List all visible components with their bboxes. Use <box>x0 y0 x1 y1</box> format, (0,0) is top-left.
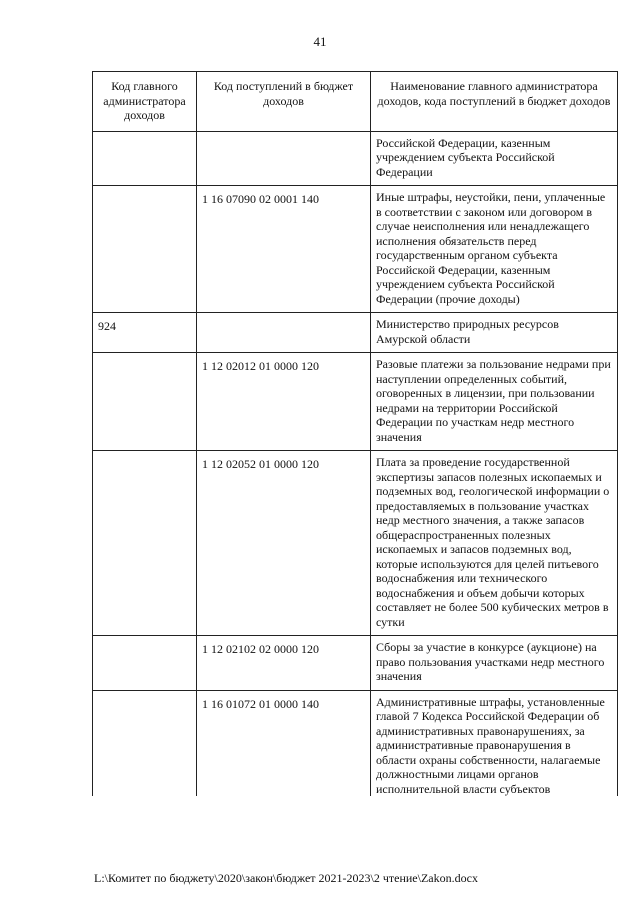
table-row <box>93 131 618 186</box>
header-name: Наименование главного администратора доходов, кода поступлений в бюджет доходов <box>371 72 618 132</box>
cell-name: Плата за проведение государственной экспертизы запасов полезных ископаемых и подземных вод, геологической информации о предоставляемых в пользование участках недр местного значения, а также запасов общераспространенных полезных ископаемых и запасов подземных вод, которые используются для целей питьевого водоснабжения или технического водоснабжения и объем добычи которых составляет не более 500 кубических метров в сутки <box>371 451 618 636</box>
table-row <box>93 636 618 691</box>
cell-revenue-code <box>197 131 371 186</box>
cell-admin-code <box>93 353 197 451</box>
cell-revenue-code: 1 16 07090 02 0001 140 <box>197 186 371 313</box>
cell-name: Министерство природных ресурсов Амурской области <box>371 313 618 353</box>
budget-revenue-table <box>92 71 618 796</box>
page-number: 41 <box>313 34 327 49</box>
table-row <box>93 313 618 353</box>
cell-name: Иные штрафы, неустойки, пени, уплаченные в соответствии с законом или договором в случае неисполнения или ненадлежащего исполнения обязательств перед государственным органом субъекта Российской Федерации, казенным учреждением субъекта Российской Федерации (прочие доходы) <box>371 186 618 313</box>
cell-admin-code <box>93 451 197 636</box>
cell-admin-code <box>93 131 197 186</box>
cell-revenue-code: 1 12 02052 01 0000 120 <box>197 451 371 636</box>
cell-name: Сборы за участие в конкурсе (аукционе) на право пользования участками недр местного значения <box>371 636 618 691</box>
cell-admin-code: 924 <box>93 313 197 353</box>
header-admin-code: Код главного администратора доходов <box>93 72 197 132</box>
cell-revenue-code: 1 12 02102 02 0000 120 <box>197 636 371 691</box>
cell-name: Административные штрафы, установленные главой 7 Кодекса Российской Федерации об административных правонарушениях, за административные правонарушения в области охраны собственности, налагаемые должностными лицами органов исполнительной власти субъектов <box>371 690 618 796</box>
document-file-path: L:\Комитет по бюджету\2020\закон\бюджет 2021-2023\2 чтение\Zakon.docx <box>94 871 478 885</box>
table-header-row <box>93 72 618 132</box>
cell-admin-code <box>93 690 197 796</box>
table-row <box>93 451 618 636</box>
table-row <box>93 353 618 451</box>
cell-admin-code <box>93 186 197 313</box>
header-revenue-code: Код поступлений в бюджет доходов <box>197 72 371 132</box>
cell-name: Российской Федерации, казенным учреждением субъекта Российской Федерации <box>371 131 618 186</box>
cell-admin-code <box>93 636 197 691</box>
cell-revenue-code: 1 12 02012 01 0000 120 <box>197 353 371 451</box>
table-row <box>93 186 618 313</box>
cell-name: Разовые платежи за пользование недрами при наступлении определенных событий, оговоренных в лицензии, при пользовании недрами на территории Российской Федерации по участкам недр местного значения <box>371 353 618 451</box>
cell-revenue-code <box>197 313 371 353</box>
table-row <box>93 690 618 796</box>
cell-revenue-code: 1 16 01072 01 0000 140 <box>197 690 371 796</box>
